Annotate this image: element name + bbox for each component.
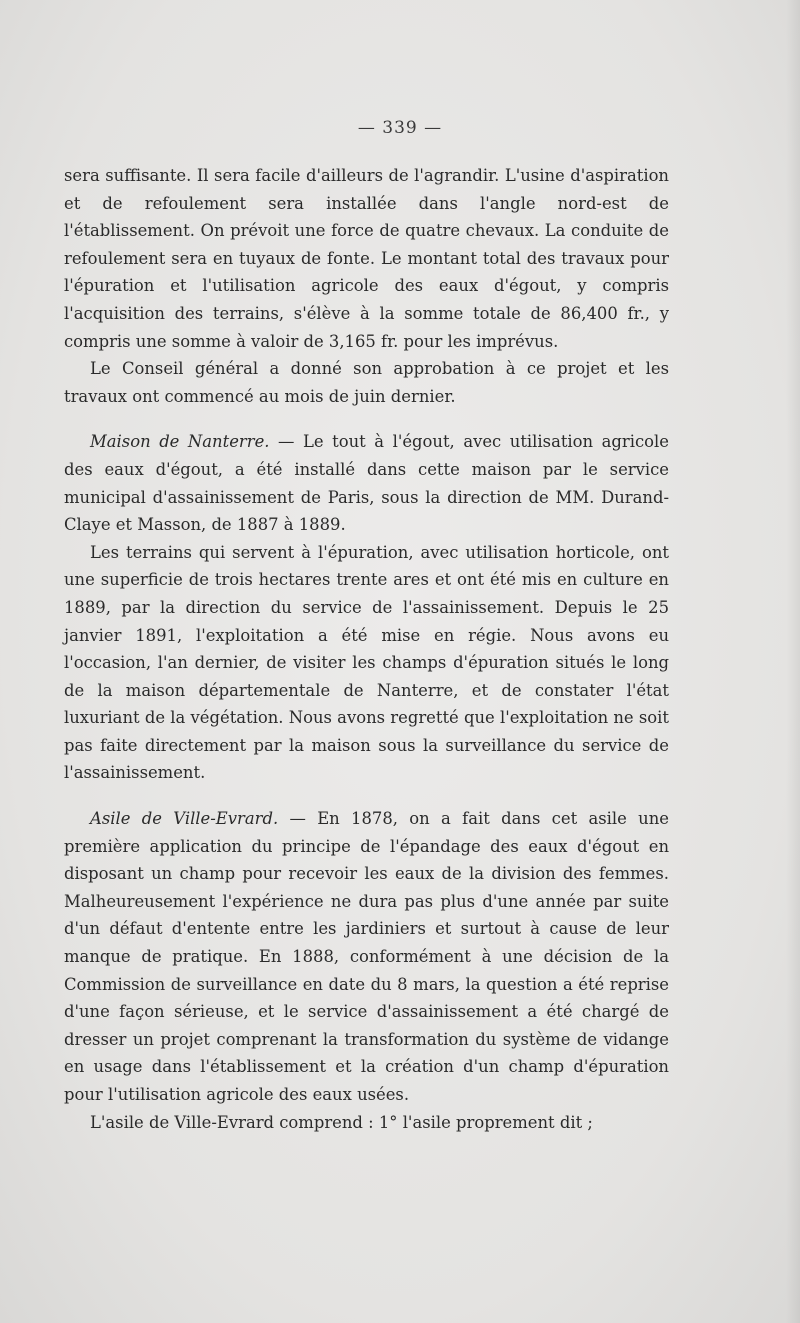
paragraph-asile-comprend: L'asile de Ville-Evrard comprend : 1° l'asile proprement dit ;: [90, 1112, 593, 1132]
section-text-nanterre: — Le tout à l'égout, avec utilisation agricole des eaux d'égout, a été installé dans cette maison par le service municipal d'assainissement de Paris, sous la direction de MM. Durand-Claye et Masson, de 1887 à 1889.: [64, 432, 669, 535]
section-text-ville-evrard: — En 1878, on a fait dans cet asile une première application du principe de l'épandage des eaux d'égout en disposant un champ pour recevoir les eaux de la division des femmes. Malheureusement l'expérience ne dura pas plus d'une année par suite d'un défaut d'entente entre les jardiniers et surtout à cause de leur manque de pratique. En 1888, conformément à une décision de la Commission de surveillance en date du 8 mars, la question a été reprise d'une façon sérieuse, et le service d'assainissement a été chargé de dresser un projet comprenant la transformation du système de vidange en usage dans l'établissement et la création d'un champ d'épuration pour l'utilisation agricole des eaux usées.: [64, 809, 669, 1104]
paragraph-terrains: Les terrains qui servent à l'épuration, avec utilisation horticole, ont une superficie de trois hectares trente ares et ont été mis en culture en 1889, par la direction du service de l'assainissement. Depuis le 25 janvier 1891, l'exploitation a été mise en régie. Nous avons eu l'occasion, l'an dernier, de visiter les champs d'épuration situés le long de la maison départementale de Nanterre, et de constater l'état luxuriant de la végétation. Nous avons regretté que l'exploitation ne soit pas faite directement par la maison sous la surveillance du service de l'assainissement.: [64, 542, 669, 783]
body-text: [64, 162, 669, 1136]
page-number: — 339 —: [357, 118, 443, 138]
section-heading-ville-evrard: Asile de Ville-Evrard.: [90, 809, 279, 829]
section-asile-ville-evrard: [64, 805, 669, 1109]
paragraph-conseil-general: Le Conseil général a donné son approbation à ce projet et les travaux ont commencé au mois de juin dernier.: [64, 359, 669, 406]
paragraph-continuation: sera suffisante. Il sera facile d'ailleurs de l'agrandir. L'usine d'aspiration et de refoulement sera installée dans l'angle nord-est de l'établissement. On prévoit une force de quatre chevaux. La conduite de refoulement sera en tuyaux de fonte. Le montant total des travaux pour l'épuration et l'utilisation agricole des eaux d'égout, y compris l'acquisition des terrains, s'élève à la somme totale de 86,400 fr., y compris une somme à valoir de 3,165 fr. pour les imprévus.: [64, 166, 669, 351]
section-heading-nanterre: Maison de Nanterre.: [90, 432, 270, 452]
page-edge-shadow: [786, 0, 800, 1323]
section-maison-de-nanterre: [64, 428, 669, 538]
